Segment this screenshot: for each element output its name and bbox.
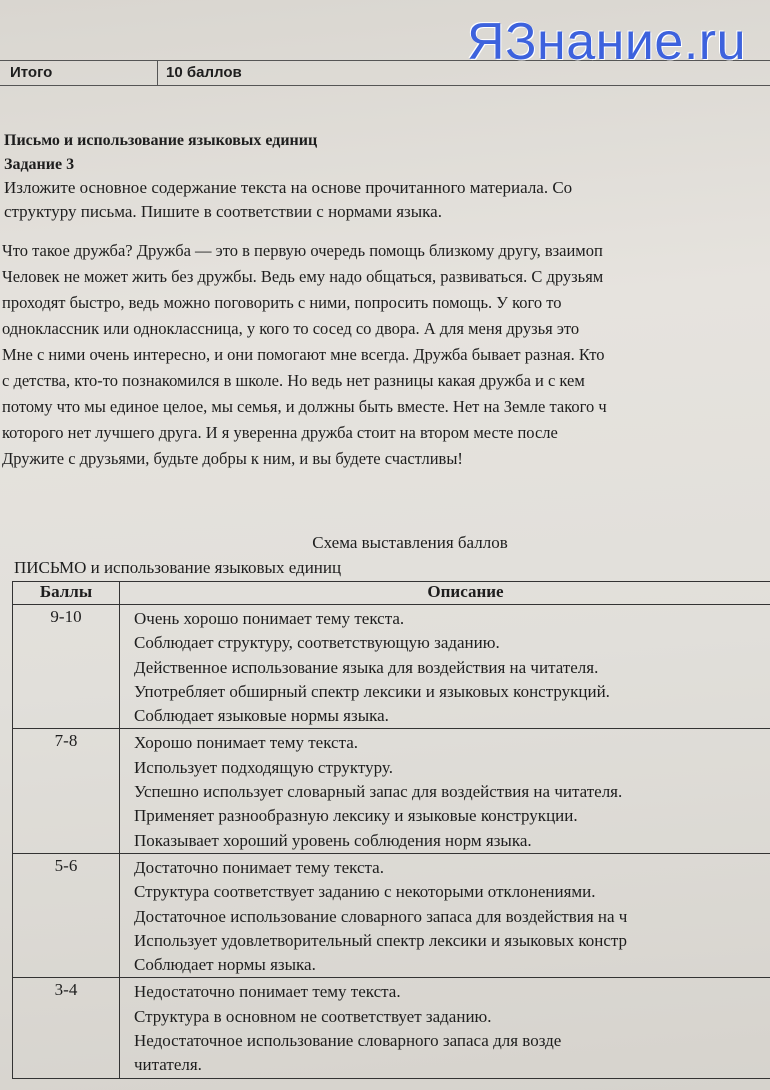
criterion-line: Соблюдает языковые нормы языка. — [134, 706, 389, 726]
essay-text — [2, 238, 770, 472]
description-cell — [120, 605, 770, 729]
essay-line: Мне с ними очень интересно, и они помогают мне всегда. Дружба бывает разная. Кто — [2, 345, 605, 364]
score-cell: 5-6 — [13, 853, 120, 977]
criterion-line: Недостаточное использование словарного запаса для возде — [134, 1031, 562, 1051]
essay-line: с детства, кто-то познакомился в школе. Но ведь нет разницы какая дружба и с кем — [2, 371, 585, 390]
criterion-line: Достаточное использование словарного запаса для воздействия на ч — [134, 906, 628, 926]
task-text-line: Изложите основное содержание текста на основе прочитанного материала. Со — [4, 178, 573, 197]
table-header-row — [13, 582, 770, 605]
criterion-line: Употребляет обширный спектр лексики и языковых конструкций. — [134, 681, 610, 701]
essay-line: Человек не может жить без дружбы. Ведь ему надо общаться, развиваться. С друзьям — [2, 267, 604, 286]
criterion-line: Структура соответствует заданию с некоторыми отклонениями. — [134, 882, 596, 902]
site-watermark: ЯЗнание.ru — [467, 13, 746, 71]
section-title: Письмо и использование языковых единиц — [4, 132, 318, 149]
header-score: Баллы — [13, 582, 120, 605]
scheme-subtitle: ПИСЬМО и использование языковых единиц — [14, 558, 342, 577]
task-instructions — [4, 176, 770, 224]
criterion-line: Использует подходящую структуру. — [134, 757, 393, 777]
score-cell: 9-10 — [13, 605, 120, 729]
criterion-line: Использует удовлетворительный спектр лексики и языковых констр — [134, 930, 628, 950]
table-row — [13, 729, 770, 853]
criterion-line: Действенное использование языка для воздействия на читателя. — [134, 657, 599, 677]
score-cell: 3-4 — [13, 978, 120, 1078]
criterion-line: Недостаточно понимает тему текста. — [134, 982, 401, 1002]
criterion-line: Структура в основном не соответствует заданию. — [134, 1006, 492, 1026]
score-cell: 7-8 — [13, 729, 120, 853]
task-title: Задание 3 — [4, 156, 75, 173]
essay-line: Дружите с друзьями, будьте добры к ним, и вы будете счастливы! — [2, 449, 463, 468]
criterion-line: Соблюдает нормы языка. — [134, 955, 316, 975]
total-value: 10 баллов — [166, 64, 242, 81]
essay-line: одноклассник или одноклассница, у кого то сосед со двора. А для меня друзья это — [2, 319, 580, 338]
criterion-line: Применяет разнообразную лексику и языковые конструкции. — [134, 806, 578, 826]
table-row — [13, 605, 770, 729]
description-cell — [120, 729, 770, 853]
grading-table — [12, 581, 770, 1079]
criterion-line: Очень хорошо понимает тему текста. — [134, 609, 405, 628]
header-description: Описание — [120, 582, 770, 605]
essay-line: потому что мы единое целое, мы семья, и должны быть вместе. Нет на Земле такого ч — [2, 397, 607, 416]
criterion-line: Успешно использует словарный запас для воздействия на читателя. — [134, 782, 623, 802]
criterion-line: Достаточно понимает тему текста. — [134, 857, 384, 877]
criterion-line: Соблюдает структуру, соответствующую заданию. — [134, 633, 500, 653]
criterion-line: читателя. — [134, 1055, 202, 1075]
cell-divider — [157, 61, 158, 85]
description-cell — [120, 978, 770, 1078]
essay-line: которого нет лучшего друга. И я уверенна дружба стоит на втором месте после — [2, 423, 558, 442]
criterion-line: Хорошо понимает тему текста. — [134, 733, 359, 753]
description-cell — [120, 853, 770, 977]
table-row — [13, 853, 770, 977]
task-text-line: структуру письма. Пишите в соответствии с нормами языка. — [4, 202, 442, 221]
essay-line: Что такое дружба? Дружба — это в первую очередь помощь близкому другу, взаимоп — [2, 241, 603, 260]
essay-line: проходят быстро, ведь можно поговорить с ними, попросить помощь. У кого то — [2, 293, 562, 312]
total-label: Итого — [10, 64, 53, 81]
table-row — [13, 978, 770, 1078]
criterion-line: Показывает хороший уровень соблюдения норм языка. — [134, 830, 532, 850]
scheme-title: Схема выставления баллов — [312, 533, 508, 552]
